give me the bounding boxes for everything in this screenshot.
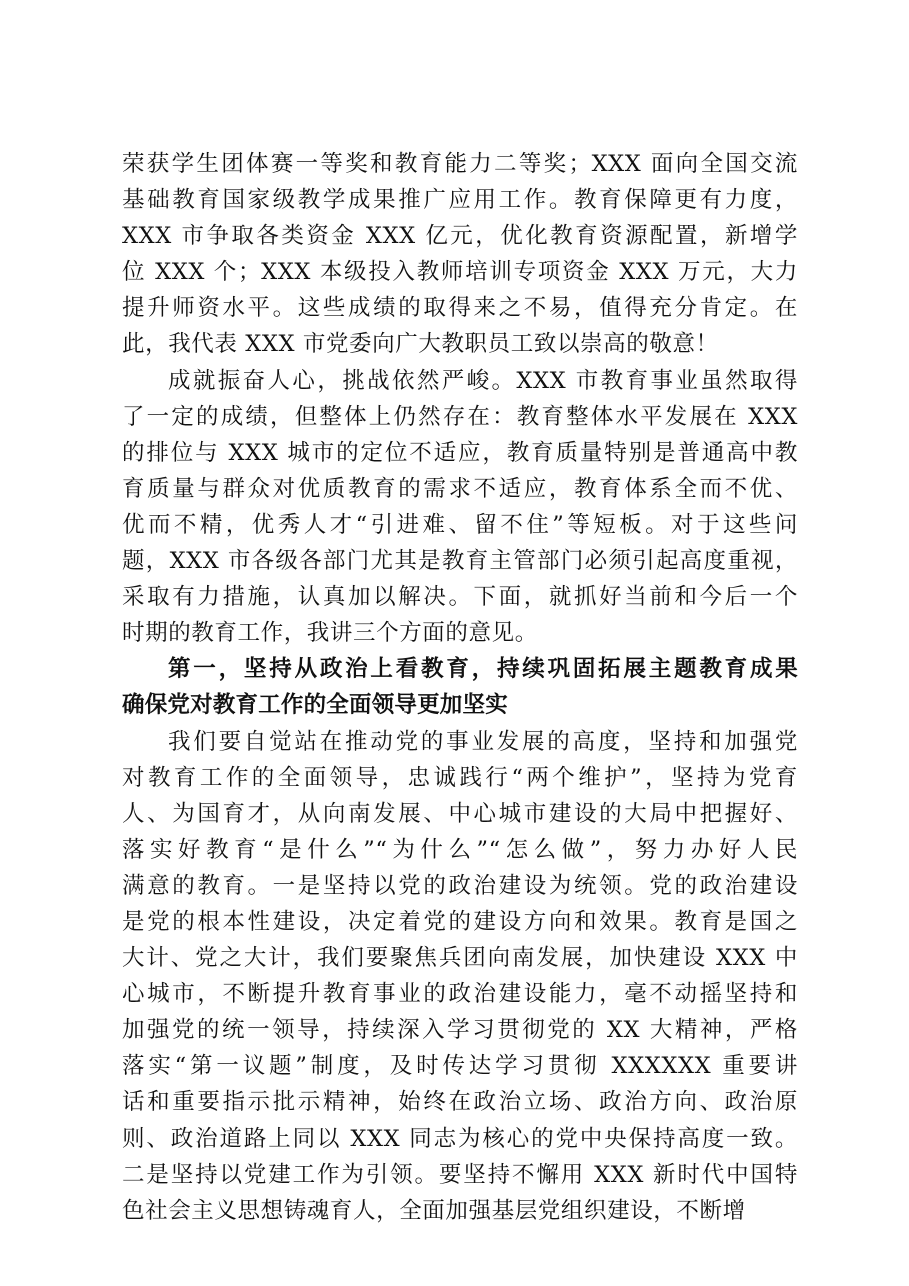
text-line: 采取有力措施，认真加以解决。下面，就抓好当前和今后一个 (122, 584, 798, 611)
text-line: 满意的教育。一是坚持以党的政治建设为统领。党的政治建设 (122, 872, 798, 899)
text-line: 基础教育国家级教学成果推广应用工作。教育保障更有力度， (122, 187, 798, 214)
text-line: 落实好教育“是什么”“为什么”“怎么做”，努力办好人民 (122, 836, 798, 863)
body-paragraph (122, 363, 798, 652)
text-line: 荣获学生团体赛一等奖和教育能力二等奖；XXX 面向全国交流 (122, 151, 798, 177)
text-line: 色社会主义思想铸魂育人，全面加强基层党组织建设，不断增 (122, 1197, 746, 1224)
text-line: 我们要自觉站在推动党的事业发展的高度，坚持和加强党 (168, 728, 798, 755)
text-line: 了一定的成绩，但整体上仍然存在：教育整体水平发展在 XXX (122, 403, 798, 430)
text-line: 心城市，不断提升教育事业的政治建设能力，毫不动摇坚持和 (122, 981, 798, 1008)
text-line: 大计、党之大计，我们要聚焦兵团向南发展，加快建设 XXX 中 (122, 945, 798, 972)
text-line: 优而不精，优秀人才“引进难、留不住”等短板。对于这些问 (122, 511, 798, 538)
text-line: 二是坚持以党建工作为引领。要坚持不懈用 XXX 新时代中国特 (122, 1161, 798, 1188)
text-line: 落实“第一议题”制度，及时传达学习贯彻 XXXXXX 重要讲 (122, 1053, 798, 1080)
text-line: 此，我代表 XXX 市党委向广大教职员工致以崇高的敬意！ (122, 331, 719, 358)
text-line: 育质量与群众对优质教育的需求不适应，教育体系全而不优、 (122, 475, 798, 502)
text-line: 是党的根本性建设，决定着党的建设方向和效果。教育是国之 (122, 908, 798, 935)
text-line: 时期的教育工作，我讲三个方面的意见。 (122, 620, 538, 647)
body-paragraph (122, 724, 798, 1229)
text-line: 对教育工作的全面领导，忠诚践行“两个维护”，坚持为党育 (122, 764, 798, 791)
text-line: 题，XXX 市各级各部门尤其是教育主管部门必须引起高度重视， (122, 548, 798, 575)
text-line: 成就振奋人心，挑战依然严峻。XXX 市教育事业虽然取得 (168, 367, 798, 394)
section-heading (122, 651, 798, 723)
text-line: 人、为国育才，从向南发展、中心城市建设的大局中把握好、 (122, 800, 798, 827)
heading-line: 确保党对教育工作的全面领导更加坚实 (122, 692, 508, 719)
text-line: 加强党的统一领导，持续深入学习贯彻党的 XX 大精神，严格 (122, 1017, 798, 1044)
body-paragraph (122, 146, 798, 363)
document-body (122, 146, 798, 1229)
text-line: XXX 市争取各类资金 XXX 亿元，优化教育资源配置，新增学 (122, 223, 798, 250)
text-line: 的排位与 XXX 城市的定位不适应，教育质量特别是普通高中教 (122, 439, 798, 466)
text-line: 话和重要指示批示精神，始终在政治立场、政治方向、政治原 (122, 1089, 798, 1116)
text-line: 位 XXX 个；XXX 本级投入教师培训专项资金 XXX 万元，大力 (122, 259, 798, 286)
text-line: 提升师资水平。这些成绩的取得来之不易，值得充分肯定。在 (122, 295, 798, 322)
heading-line: 第一，坚持从政治上看教育，持续巩固拓展主题教育成果 (168, 656, 798, 683)
text-line: 则、政治道路上同以 XXX 同志为核心的党中央保持高度一致。 (122, 1125, 798, 1152)
